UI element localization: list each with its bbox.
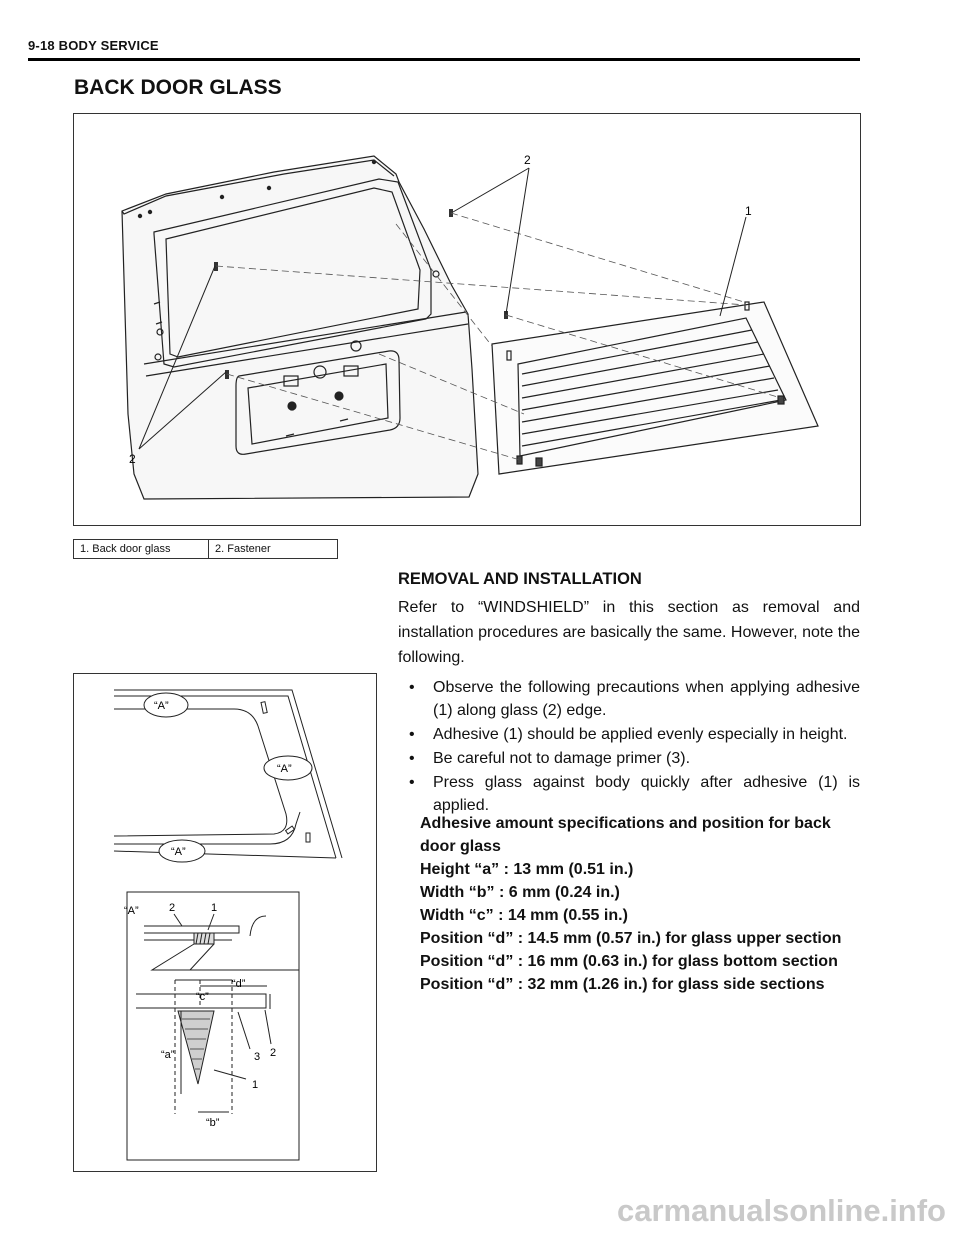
list-item: • Be careful not to damage primer (3).: [408, 747, 860, 770]
legend-item-back-door-glass: 1. Back door glass: [74, 540, 209, 559]
spec-title-line2: door glass: [420, 838, 501, 855]
watermark: carmanualsonline.info: [616, 1193, 946, 1228]
list-item: • Press glass against body quickly after adhesive (1) is applied.: [408, 771, 860, 817]
spec-line: Height “a” : 13 mm (0.51 in.): [420, 861, 634, 878]
adhesive-spec: [420, 812, 841, 996]
callout-2-left: 2: [129, 452, 136, 466]
callout-A-bottom: “A”: [171, 846, 186, 858]
callout-1: 1: [745, 204, 752, 218]
callout-2-top: 2: [524, 153, 531, 167]
figure-legend: [73, 539, 338, 559]
callout-A-top: “A”: [154, 700, 169, 712]
legend-item-fastener: 2. Fastener: [209, 540, 338, 559]
list-item: • Observe the following precautions when applying adhesive (1) along glass (2) edge.: [408, 676, 860, 722]
spec-line: Width “c” : 14 mm (0.55 in.): [420, 907, 628, 924]
callout-A-right: “A”: [277, 763, 292, 775]
removal-heading: REMOVAL AND INSTALLATION: [398, 570, 642, 588]
page-header: 9-18 BODY SERVICE: [28, 38, 159, 53]
back-door-illustration: [74, 114, 860, 525]
precaution-list: [408, 676, 860, 818]
section-title: BACK DOOR GLASS: [74, 76, 282, 99]
spec-line: Position “d” : 16 mm (0.63 in.) for glass bottom section: [420, 953, 838, 970]
spec-line: Width “b” : 6 mm (0.24 in.): [420, 884, 620, 901]
header-rule: [28, 58, 860, 61]
detail-label-3: 3: [254, 1051, 261, 1063]
spec-title-line1: Adhesive amount specifications and position for back: [420, 815, 831, 832]
detail-label-2b: 2: [270, 1047, 277, 1059]
detail-A-label: “A”: [124, 905, 139, 917]
dim-c-label: “c”: [196, 991, 209, 1003]
back-door-exploded-figure: [73, 113, 861, 526]
adhesive-illustration: [74, 674, 376, 1171]
list-item: • Adhesive (1) should be applied evenly especially in height.: [408, 723, 860, 746]
dim-d-label: “d”: [232, 978, 246, 990]
removal-intro: Refer to “WINDSHIELD” in this section as removal and installation procedures are basically the same. However, note the following.: [398, 599, 860, 666]
dim-a-label: “a”: [161, 1049, 175, 1061]
detail-label-1: 1: [211, 902, 218, 914]
spec-line: Position “d” : 14.5 mm (0.57 in.) for glass upper section: [420, 930, 842, 947]
legend-row: [74, 540, 338, 559]
spec-line: Position “d” : 32 mm (1.26 in.) for glass side sections: [420, 976, 825, 993]
dim-b-label: “b”: [206, 1117, 220, 1129]
detail-label-2: 2: [169, 902, 176, 914]
detail-label-1b: 1: [252, 1079, 259, 1091]
adhesive-diagram-figure: [73, 673, 377, 1172]
